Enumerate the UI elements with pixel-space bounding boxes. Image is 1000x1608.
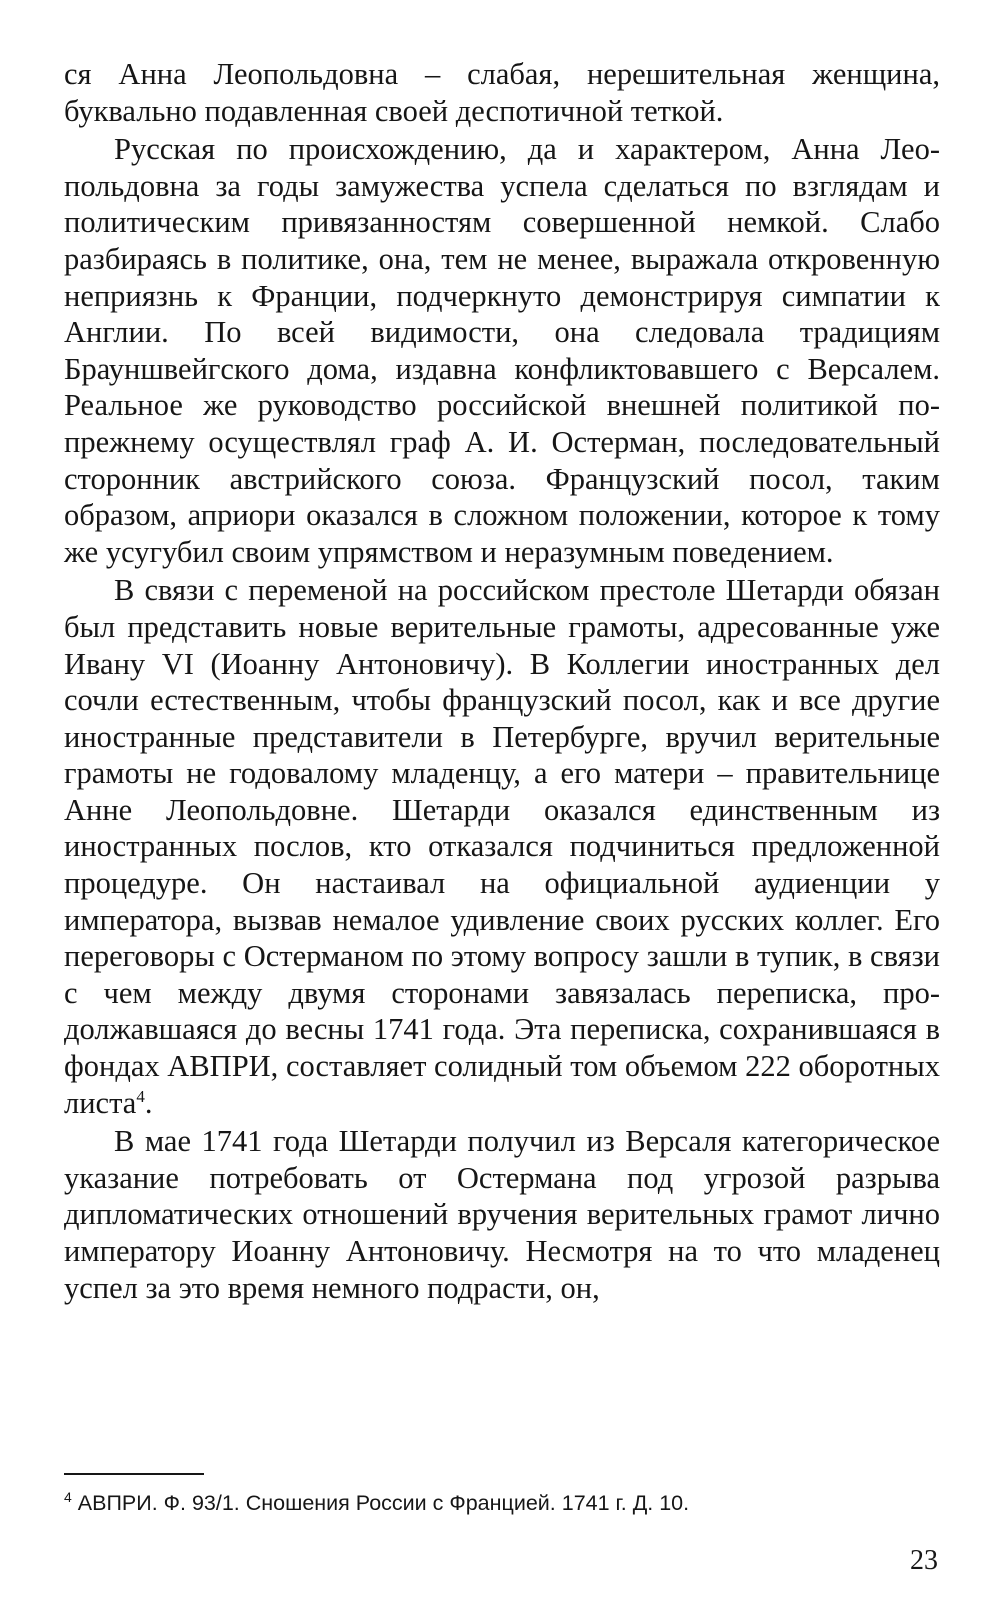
page-body: [64, 56, 940, 1306]
page-number: 23: [910, 1545, 938, 1576]
footnote-reference[interactable]: 4: [136, 1086, 145, 1106]
paragraph-1-text: ся Анна Леопольдовна – слабая, нерешительная женщина, буквально подавленная своей деспотичной теткой.: [64, 57, 940, 128]
footnote: [64, 1489, 940, 1517]
paragraph-3-text: В связи с переменой на российском престоле Шетарди обязан был представить новые верительные грамоты, адресованные уже Ивану VI (Иоанну Антоновичу). В Коллегии иностранных дел сочли естественным, чтобы французский посол, как и все другие иностранные представители в Петербурге, вручил верительные грамоты не годовалому младенцу, а его матери – правительнице Анне Леопольдовне. Шетарди оказался единственным из иностранных послов, кто отказался подчиниться предложенной процедуре. Он настаивал на официальной аудиенции у императора, вызвав немалое удивление своих русских коллег. Его переговоры с Остерманом по этому вопросу зашли в тупик, в связи с чем между двумя сторонами завязалась переписка, продолжавшаяся до весны 1741 года. Эта переписка, сохранившаяся в фондах АВПРИ, составляет солидный том объемом 222 оборотных листа: [64, 573, 940, 1120]
paragraph-1: [64, 56, 940, 129]
paragraph-3-tail: .: [144, 1085, 153, 1120]
paragraph-4-text: В мае 1741 года Шетарди получил из Версаля категорическое указание потребовать от Остермана под угрозой разрыва дипломатических отношений вручения верительных грамот лично императору Иоанну Антоновичу. Несмотря на то что младенец успел за это время немного подрасти, он,: [64, 1124, 940, 1305]
paragraph-2-text: Русская по происхождению, да и характером, Анна Леопольдовна за годы замужества успела сделаться по взглядам и политическим привязанностям совершенной немкой. Слабо разбираясь в политике, она, тем не менее, выражала откровенную неприязнь к Франции, подчеркнуто демонстрируя симпатии к Англии. По всей видимости, она следовала традициям Брауншвейгского дома, издавна конфликтовавшего с Версалем. Реальное же руководство российской внешней политикой по-прежнему осуществлял граф А. И. Остерман, последовательный сторонник австрийского союза. Французский посол, таким образом, априори оказался в сложном положении, которое к тому же усугубил своим упрямством и неразумным поведением.: [64, 132, 940, 569]
footnote-mark: 4: [64, 1488, 72, 1505]
footnote-text: АВПРИ. Ф. 93/1. Сношения России с Францией. 1741 г. Д. 10.: [77, 1491, 690, 1515]
footnote-divider: [64, 1473, 204, 1475]
paragraph-2: [64, 131, 940, 570]
paragraph-4: [64, 1123, 940, 1306]
paragraph-3: [64, 572, 940, 1121]
